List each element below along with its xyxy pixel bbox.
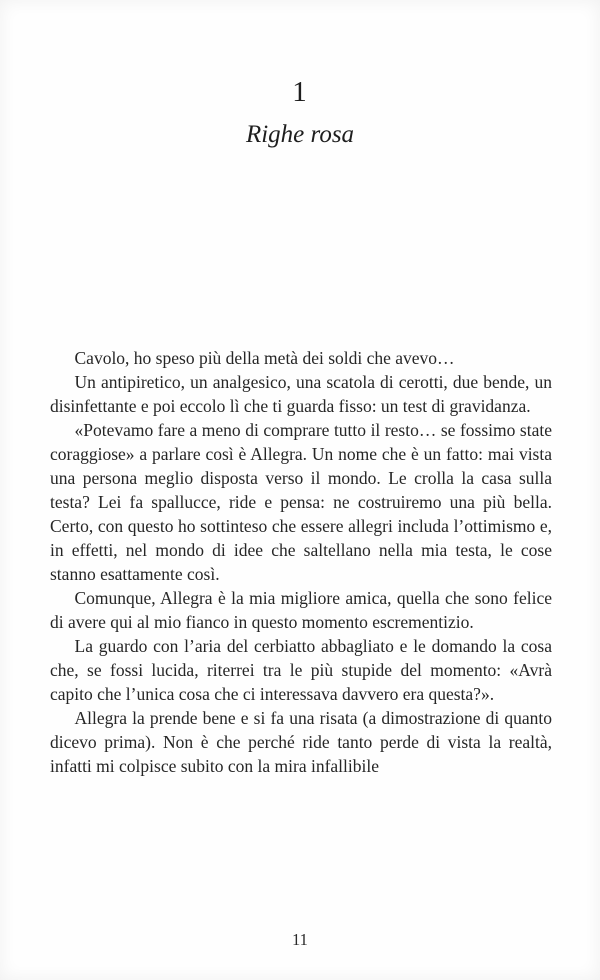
paragraph: Comunque, Allegra è la mia migliore amica, quella che sono felice di avere qui al mio fianco in questo momento escrementizio.	[50, 588, 552, 632]
paragraph: Allegra la prende bene e si fa una risata (a dimostrazione di quanto dicevo prima). Non è che perché ride tanto perde di vista la realtà, infatti mi colpisce subito con la mira infallibile	[50, 708, 552, 776]
paragraph: «Potevamo fare a meno di comprare tutto il resto… se fossimo state coraggiose» a parlare così è Allegra. Un nome che è un fatto: mai vista una persona meglio disposta verso il mondo. Le crolla la casa sulla testa? Lei fa spallucce, ride e pensa: ne costruiremo una più bella. Certo, con questo ho sottinteso che essere allegri includa l’ottimismo e, in effetti, nel mondo di idee che saltellano nella mia testa, le cose stanno esattamente così.	[50, 420, 552, 584]
paragraph: La guardo con l’aria del cerbiatto abbagliato e le domando la cosa che, se fossi lucida, riterrei tra le più stupide del momento: «Avrà capito che l’unica cosa che ci interessava davvero era questa?».	[50, 636, 552, 704]
chapter-title: Righe rosa	[245, 121, 355, 148]
body-text	[50, 346, 552, 778]
paragraph: Un antipiretico, un analgesico, una scatola di cerotti, due bende, un disinfettante e poi eccolo lì che ti guarda fisso: un test di gravidanza.	[50, 372, 552, 416]
page-number: 11	[292, 930, 308, 949]
chapter-heading	[0, 76, 600, 149]
chapter-number: 1	[292, 76, 308, 108]
paragraph: Cavolo, ho speso più della metà dei soldi che avevo…	[74, 348, 455, 368]
